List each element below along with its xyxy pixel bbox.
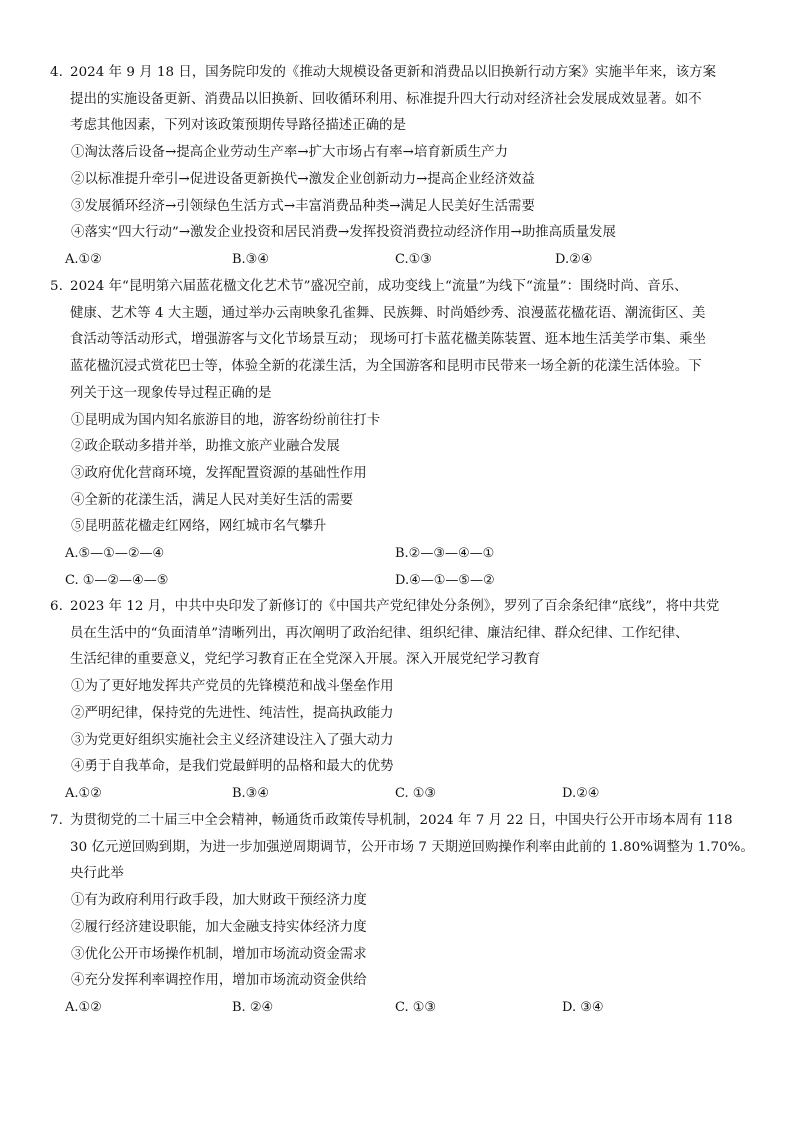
answer-choices-row-2 [50,568,755,595]
choice-b[interactable]: B.②—③—④—① [395,546,495,562]
statement-5: ⑤昆明蓝花楹走红网络，网红城市名气攀升 [71,519,327,535]
answer-choices [50,247,755,274]
question-stem-line: 生活纪律的重要意义，党纪学习教育正在全党深入开展。深入开展党纪学习教育 [70,652,541,668]
question-6 [50,594,755,808]
question-5 [50,274,755,594]
question-stem-line: 5. 2024 年“昆明第六届蓝花楹文化艺术节”盛况空前，成功变线上“流量”为线下“流量”：围绕时尚、音乐、 [50,274,755,301]
question-stem-line: 央行此举 [70,866,124,882]
choice-c[interactable]: C.①③ [395,251,432,267]
question-stem-line: 健康、艺术等 4 大主题，通过举办云南映象孔雀舞、民族舞、时尚婚纱秀、浪漫蓝花楹花语、潮流街区、美 [70,305,706,321]
question-number: 4. [50,65,63,80]
choice-b[interactable]: B.③④ [232,785,269,801]
question-number: 5. [50,279,63,294]
statement-1: ①昆明成为国内知名旅游目的地，游客纷纷前往打卡 [71,412,381,428]
choice-d[interactable]: D.④—①—⑤—② [395,572,495,588]
answer-choices-row-1 [50,541,755,568]
statement-3: ③政府优化营商环境，发挥配置资源的基础性作用 [71,465,367,481]
choice-a[interactable]: A.①② [65,251,102,267]
choice-b[interactable]: B.③④ [232,251,269,267]
choice-d[interactable]: D. ③④ [562,999,604,1015]
question-stem-line: 员在生活中的“负面清单”清晰列出，再次阐明了政治纪律、组织纪律、廉洁纪律、群众纪律、工作纪律、 [70,625,689,641]
choice-a[interactable]: A.①② [65,999,102,1015]
choice-a[interactable]: A.①② [65,785,102,801]
statement-2: ②严明纪律，保持党的先进性、纯洁性，提高执政能力 [71,705,394,721]
question-stem-line: 6. 2023 年 12 月，中共中央印发了新修订的《中国共产党纪律处分条例》，罗列了百余条纪律“底线”，将中共党 [50,594,755,621]
statement-4: ④勇于自我革命，是我们党最鲜明的品格和最大的优势 [71,759,394,775]
answer-choices [50,995,755,1022]
choice-c[interactable]: C. ①③ [395,999,437,1015]
statement-4: ④全新的花漾生活，满足人民对美好生活的需要 [71,492,354,508]
statement-4: ④充分发挥利率调控作用，增加市场流动资金供给 [71,973,367,989]
statement-2: ②履行经济建设职能，加大金融支持实体经济力度 [71,919,367,935]
question-stem-line: 提出的实施设备更新、消费品以旧换新、回收循环利用、标准提升四大行动对经济社会发展成效显著。如不 [70,91,702,107]
statement-2: ②政企联动多措并举，助推文旅产业融合发展 [71,439,340,455]
choice-b[interactable]: B. ②④ [232,999,274,1015]
statement-3: ③发展循环经济→引领绿色生活方式→丰富消费品种类→满足人民美好生活需要 [71,198,535,214]
statement-3: ③优化公开市场操作机制，增加市场流动资金需求 [71,946,367,962]
question-stem-line: 30 亿元逆回购到期，为进一步加强逆周期调节，公开市场 7 天期逆回购操作利率由此前的 1.80%调整为 1.70%。 [70,839,754,855]
question-stem-line: 考虑其他因素，下列对该政策预期传导路径描述正确的是 [70,118,407,134]
question-4 [50,60,755,274]
statement-1: ①有为政府利用行政手段，加大财政干预经济力度 [71,893,367,909]
statement-1: ①淘汰落后设备→提高企业劳动生产率→扩大市场占有率→培育新质生产力 [71,145,509,161]
statement-2: ②以标准提升牵引→促进设备更新换代→激发企业创新动力→提高企业经济效益 [71,171,535,187]
question-number: 7. [50,813,63,828]
choice-a[interactable]: A.⑤—①—②—④ [65,546,165,562]
statement-1: ①为了更好地发挥共产党员的先锋模范和战斗堡垒作用 [71,679,394,695]
question-stem-line: 食活动等活动形式，增强游客与文化节场景互动； 现场可打卡蓝花楹美陈装置、逛本地生活美学市集、乘坐 [70,332,707,348]
answer-choices [50,781,755,808]
question-stem-line: 蓝花楹沉浸式赏花巴士等，体验全新的花漾生活，为全国游客和昆明市民带来一场全新的花漾生活体验。下 [70,359,702,375]
question-stem-line: 4. 2024 年 9 月 18 日，国务院印发的《推动大规模设备更新和消费品以旧换新行动方案》实施半年来，该方案 [50,60,755,87]
statement-4: ④落实“四大行动”→激发企业投资和居民消费→发挥投资消费拉动经济作用→助推高质量发展 [71,225,616,241]
choice-d[interactable]: D.②④ [555,251,593,267]
choice-c[interactable]: C. ①③ [395,785,437,801]
question-number: 6. [50,599,63,614]
question-7 [50,808,755,1022]
question-stem-line: 7. 为贯彻党的二十届三中全会精神，畅通货币政策传导机制，2024 年 7 月 22 日，中国央行公开市场本周有 118 [50,808,755,835]
choice-d[interactable]: D.②④ [562,785,600,801]
question-stem-line: 列关于这一现象传导过程正确的是 [70,385,272,401]
choice-c[interactable]: C. ①—②—④—⑤ [65,572,169,588]
statement-3: ③为党更好组织实施社会主义经济建设注入了强大动力 [71,732,394,748]
